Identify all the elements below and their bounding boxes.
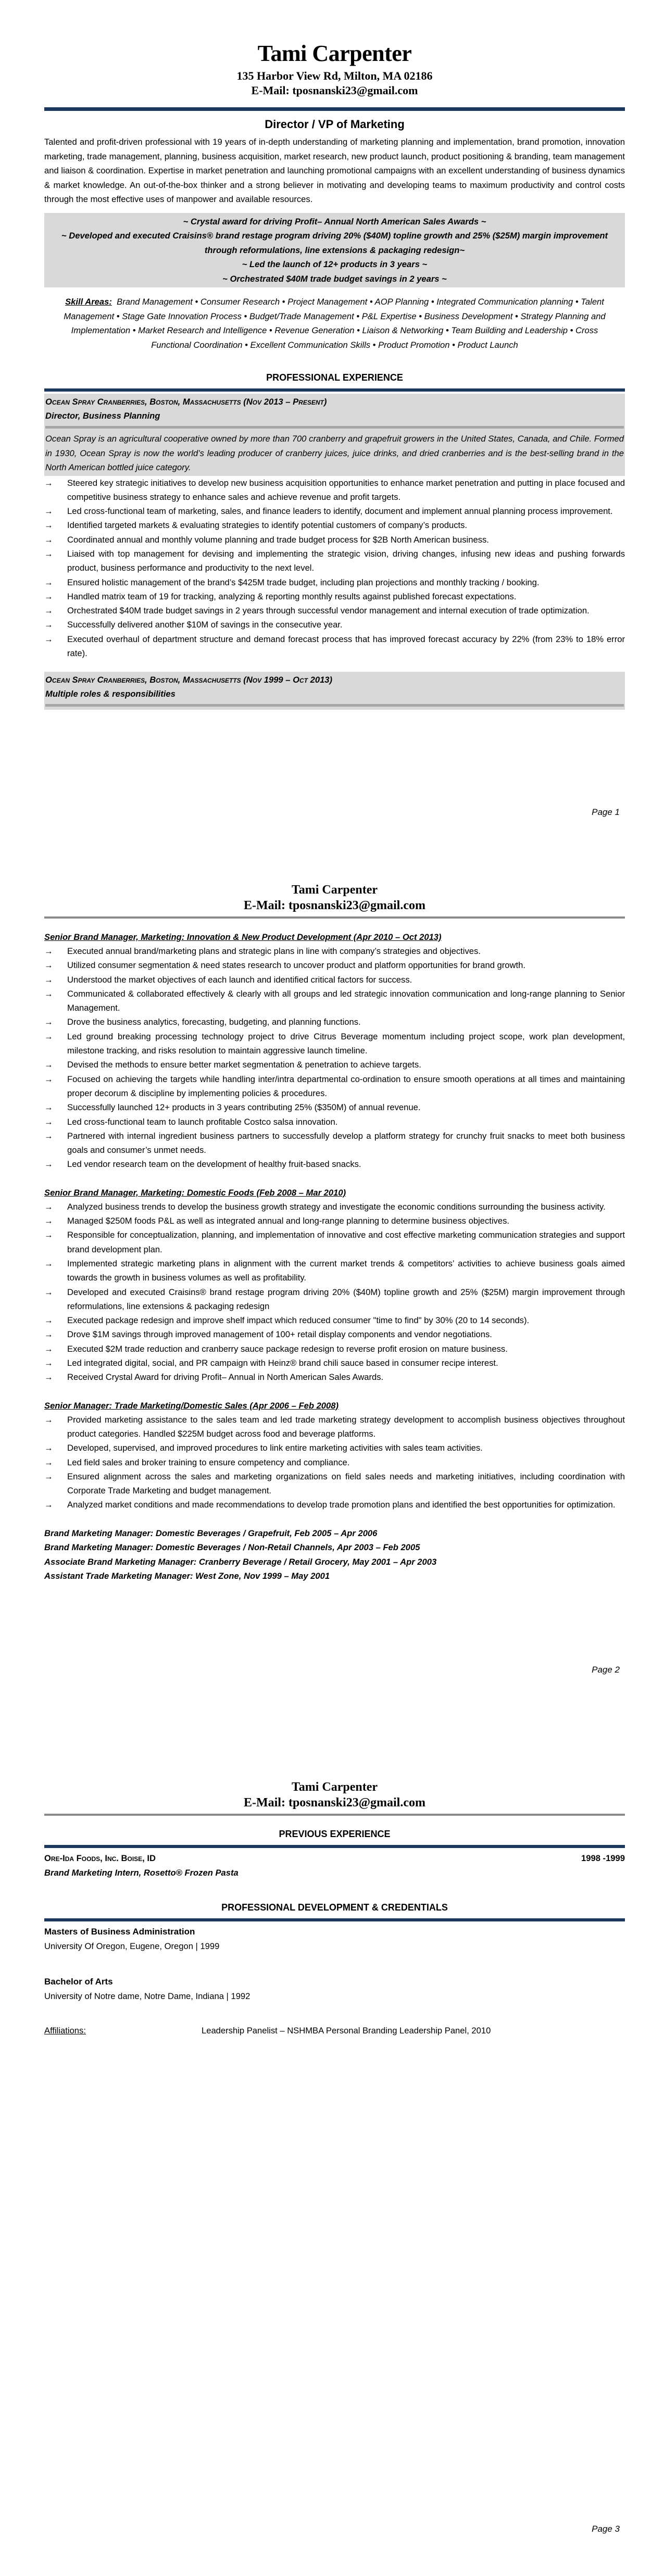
list-item: → Implemented strategic marketing plans in alignment with the current market trends & competitors’ activities to achieve business goals aimed towards the growth in business volumes as well as profitability. — [44, 1256, 625, 1285]
list-item: → Managed $250M foods P&L as well as integrated annual and long-range planning to determine business objectives. — [44, 1214, 625, 1228]
arrow-right-icon: → — [44, 1060, 53, 1070]
header-divider — [44, 1814, 625, 1816]
role-block — [44, 1186, 625, 1385]
company-name: Ore-Ida Foods, Inc. Boise, ID — [44, 1853, 156, 1863]
arrow-right-icon: → — [44, 634, 53, 644]
list-item: → Devised the methods to ensure better market segmentation & penetration to achieve targets. — [44, 1058, 625, 1072]
arrow-right-icon: → — [44, 1230, 53, 1240]
arrow-right-icon: → — [44, 1500, 53, 1510]
role-title: Senior Brand Manager, Marketing: Innovation & New Product Development (Apr 2010 – Oct 2013) — [44, 932, 442, 942]
section-heading-previous-experience: PREVIOUS EXPERIENCE — [279, 1829, 391, 1839]
list-item: → Liaised with top management for devising and implementing the strategic vision, driving changes, infusing new ideas and pushing forwards product, business performance and productivity to the next level. — [44, 547, 625, 575]
role-block — [44, 930, 625, 1172]
job1-bullets — [44, 476, 625, 661]
page-number: Page 3 — [592, 2524, 620, 2534]
arrow-right-icon: → — [44, 988, 53, 999]
list-item: → Steered key strategic initiatives to develop new business acquisition opportunities to enhance market penetration and putting in place focused and competitive business strategy to enhance sales and achieve revenue and profit targets. — [44, 476, 625, 505]
list-item: → Communicated & collaborated effectively & clearly with all groups and led strategic innovation communication and long-range planning to Senior Management. — [44, 987, 625, 1015]
arrow-right-icon: → — [44, 1329, 53, 1340]
list-item: → Orchestrated $40M trade budget savings in 2 years through successful vendor management and internal execution of trade optimization. — [44, 604, 625, 618]
arrow-right-icon: → — [44, 1258, 53, 1268]
job-header-divider — [45, 426, 624, 429]
arrow-right-icon: → — [44, 974, 53, 985]
section-divider — [44, 1918, 625, 1921]
arrow-right-icon: → — [44, 477, 53, 488]
candidate-email: E-Mail: tposnanski23@gmail.com — [243, 899, 425, 912]
role-bullets — [44, 1200, 625, 1385]
company-description: Ocean Spray is an agricultural cooperative owned by more than 700 cranberry and grapefruit growers in the United States, Canada, and Chile. Formed in 1930, Ocean Spray is now the world’s leading producer of cranberry juices, juice drinks, and dried cranberries and is the best-selling brand in the North American bottled juice category. — [45, 434, 624, 472]
arrow-right-icon: → — [44, 1414, 53, 1425]
degree-school: University Of Oregon, Eugene, Oregon | 1999 — [44, 1941, 220, 1951]
arrow-right-icon: → — [44, 960, 53, 971]
earlier-roles — [44, 1526, 625, 1584]
degree-name: Bachelor of Arts — [44, 1977, 113, 1987]
affiliations — [44, 2024, 625, 2038]
award-item: ~ Crystal award for driving Profit– Annual North American Sales Awards ~ — [183, 216, 486, 227]
candidate-name: Tami Carpenter — [291, 1780, 378, 1794]
page-number: Page 2 — [592, 1665, 620, 1675]
list-item: → Led integrated digital, social, and PR campaign with Heinz® brand chili sauce based in consumer recipe interest. — [44, 1356, 625, 1370]
arrow-right-icon: → — [44, 1130, 53, 1141]
list-item: → Led ground breaking processing technology project to drive Citrus Beverage momentum including project scope, work plan development, milestone tracking, and risks resolution to maintain aggressive launch timeline. — [44, 1029, 625, 1058]
skill-areas-list: Brand Management • Consumer Research • Project Management • AOP Planning • Integrated Communication planning • Talent Management • Stage Gate Innovation Process • Budget/Trade Management • P&L Expertise • Business Development • Strategy Planning and Implementation • Market Research and Intelligence • Revenue Generation • Liaison & Networking • Team Building and Leadership • Cross Functional Coordination • Excellent Communication Skills • Product Promotion • Product Launch — [64, 297, 606, 350]
role-bullets — [44, 944, 625, 1172]
list-item: → Led cross-functional team to launch profitable Costco salsa innovation. — [44, 1115, 625, 1129]
award-item: ~ Led the launch of 12+ products in 3 years ~ — [242, 259, 428, 269]
candidate-name: Tami Carpenter — [257, 41, 412, 66]
list-item: → Received Crystal Award for driving Profit– Annual in North American Sales Awards. — [44, 1370, 625, 1384]
arrow-right-icon: → — [44, 577, 53, 587]
skill-areas — [44, 295, 625, 352]
list-item: → Analyzed business trends to develop the business growth strategy and investigate the economic conditions surrounding the business activity. — [44, 1200, 625, 1214]
arrow-right-icon: → — [44, 1102, 53, 1113]
list-item: → Successfully launched 12+ products in 3 years contributing 25% ($350M) of annual revenue. — [44, 1100, 625, 1114]
list-item: → Ensured alignment across the sales and marketing organizations on field sales needs and marketing initiatives, including coordination with Corporate Trade Marketing and budget management. — [44, 1469, 625, 1498]
earlier-role-item: Brand Marketing Manager: Domestic Beverages / Non-Retail Channels, Apr 2003 – Feb 2005 — [44, 1542, 420, 1553]
earlier-role-item: Assistant Trade Marketing Manager: West Zone, Nov 1999 – May 2001 — [44, 1571, 330, 1581]
earlier-role-item: Brand Marketing Manager: Domestic Beverages / Grapefruit, Feb 2005 – Apr 2006 — [44, 1528, 378, 1538]
list-item: → Responsible for conceptualization, planning, and implementation of innovative and cost effective marketing communication strategies and support brand development plan. — [44, 1228, 625, 1256]
skill-areas-label: Skill Areas: — [65, 297, 112, 307]
job-title: Multiple roles & responsibilities — [45, 689, 176, 699]
job-header-previous-roles — [44, 672, 625, 710]
job-years: 1998 -1999 — [581, 1853, 625, 1863]
section-divider — [44, 1845, 625, 1848]
arrow-right-icon: → — [44, 1315, 53, 1326]
arrow-right-icon: → — [44, 591, 53, 601]
list-item: → Drove the business analytics, forecasting, budgeting, and planning functions. — [44, 1015, 625, 1029]
list-item: → Led cross-functional team of marketing, sales, and finance leaders to identify, document and implement annual planning process improvement. — [44, 504, 625, 518]
list-item: → Drove $1M savings through improved management of 100+ retail display components and vendor negotiations. — [44, 1327, 625, 1341]
arrow-right-icon: → — [44, 1159, 53, 1170]
list-item: → Developed, supervised, and improved procedures to link entire marketing activities with sales team activities. — [44, 1441, 625, 1455]
arrow-right-icon: → — [44, 1031, 53, 1041]
job-title: Director, Business Planning — [45, 411, 160, 421]
affiliations-text: Leadership Panelist – NSHMBA Personal Branding Leadership Panel, 2010 — [202, 2026, 491, 2035]
arrow-right-icon: → — [44, 1287, 53, 1297]
degree-school: University of Notre dame, Notre Dame, Indiana | 1992 — [44, 1991, 250, 2001]
list-item: → Executed overhaul of department structure and demand forecast process that has improved forecast accuracy by 22% (from 23% to 18% error rate). — [44, 632, 625, 661]
arrow-right-icon: → — [44, 1471, 53, 1481]
list-item: → Analyzed market conditions and made recommendations to develop trade promotion plans and identified the best opportunities for optimization. — [44, 1498, 625, 1512]
list-item: → Executed $2M trade reduction and cranberry sauce package redesign to reverse profit erosion on mature business. — [44, 1342, 625, 1356]
list-item: → Led field sales and broker training to ensure competency and compliance. — [44, 1455, 625, 1469]
list-item: → Developed and executed Craisins® brand restage program driving 20% ($40M) topline growth and 25% ($25M) margin improvement through reformulations, line extensions & packaging redesign — [44, 1285, 625, 1314]
section-divider — [44, 388, 625, 392]
list-item: → Handled matrix team of 19 for tracking, analyzing & reporting monthly results against published forecast expectations. — [44, 589, 625, 604]
section-heading-development: PROFESSIONAL DEVELOPMENT & CREDENTIALS — [221, 1902, 448, 1913]
headline: Director / VP of Marketing — [265, 118, 405, 131]
arrow-right-icon: → — [44, 1343, 53, 1354]
arrow-right-icon: → — [44, 1017, 53, 1027]
arrow-right-icon: → — [44, 1457, 53, 1467]
list-item: → Focused on achieving the targets while handling inter/intra departmental co-ordination to ensure smooth operations at all times and maintaining proper decorum & discipline by implementing policies & procedures. — [44, 1072, 625, 1101]
arrow-right-icon: → — [44, 1116, 53, 1127]
list-item: → Identified targeted markets & evaluating strategies to identify potential customers of company’s products. — [44, 518, 625, 532]
arrow-right-icon: → — [44, 506, 53, 517]
arrow-right-icon: → — [44, 606, 53, 616]
job-header-current — [44, 394, 625, 476]
education-item — [44, 1925, 625, 1954]
list-item: → Utilized consumer segmentation & need states research to uncover product and platform opportunities for brand growth. — [44, 958, 625, 972]
section-heading-professional-experience: PROFESSIONAL EXPERIENCE — [266, 372, 403, 383]
header-divider — [44, 916, 625, 919]
role-title: Senior Brand Manager, Marketing: Domestic Foods (Feb 2008 – Mar 2010) — [44, 1187, 346, 1198]
summary-paragraph: Talented and profit-driven professional with 19 years of in-depth understanding of marketing planning and implementation, brand promotion, innovation marketing, trade management, planning, business acquisition, market research, new product launch, product positioning & branding, team management and liaison & coordination. Expertise in market penetration and launching promotional campaigns with an excellent understanding of business dynamics & market knowledge. An out-of-the-box thinker and a strong believer in motivating and developing teams to maximum productivity and control costs through the most effective uses of manpower and available resources. — [44, 137, 625, 204]
list-item: → Executed annual brand/marketing plans and strategic plans in line with company’s strategies and objectives. — [44, 944, 625, 958]
arrow-right-icon: → — [44, 1201, 53, 1212]
page-number: Page 1 — [592, 807, 620, 817]
role-bullets — [44, 1413, 625, 1512]
job-title: Brand Marketing Intern, Rosetto® Frozen Pasta — [44, 1868, 239, 1878]
arrow-right-icon: → — [44, 946, 53, 956]
awards-box — [44, 213, 625, 288]
role-title: Senior Manager: Trade Marketing/Domestic Sales (Apr 2006 – Feb 2008) — [44, 1400, 339, 1411]
arrow-right-icon: → — [44, 1358, 53, 1368]
list-item: → Coordinated annual and monthly volume planning and trade budget process for $2B North American business. — [44, 533, 625, 547]
company-name: Ocean Spray Cranberries, Boston, Massachusetts (Nov 2013 – Present) — [45, 397, 327, 407]
arrow-right-icon: → — [44, 1443, 53, 1453]
arrow-right-icon: → — [44, 534, 53, 545]
education-item — [44, 1975, 625, 2004]
list-item: → Understood the market objectives of each launch and identified critical factors for success. — [44, 973, 625, 987]
candidate-address: 135 Harbor View Rd, Milton, MA 02186 — [236, 69, 433, 82]
job-header-divider — [45, 704, 624, 707]
arrow-right-icon: → — [44, 548, 53, 559]
award-item: ~ Developed and executed Craisins® brand restage program driving 20% ($40M) topline growth and 25% ($25M) margin improvement through reformulations, line extensions & packaging redesign~ — [61, 231, 608, 255]
arrow-right-icon: → — [44, 1074, 53, 1084]
arrow-right-icon: → — [44, 1216, 53, 1226]
previous-job-header — [44, 1851, 625, 1866]
candidate-name: Tami Carpenter — [291, 883, 378, 897]
earlier-role-item: Associate Brand Marketing Manager: Cranberry Beverage / Retail Grocery, May 2001 – Apr 2003 — [44, 1556, 437, 1567]
candidate-email: E-Mail: tposnanski23@gmail.com — [251, 84, 418, 97]
role-block — [44, 1399, 625, 1512]
arrow-right-icon: → — [44, 620, 53, 630]
candidate-email: E-Mail: tposnanski23@gmail.com — [243, 1796, 425, 1810]
company-name: Ocean Spray Cranberries, Boston, Massachusetts (Nov 1999 – Oct 2013) — [45, 675, 333, 685]
arrow-right-icon: → — [44, 1372, 53, 1383]
award-item: ~ Orchestrated $40M trade budget savings in 2 years ~ — [222, 273, 447, 284]
list-item: → Executed package redesign and improve shelf impact which reduced consumer "time to find" by 30% (20 to 14 seconds). — [44, 1313, 625, 1327]
affiliations-label: Affiliations: — [44, 2026, 86, 2035]
header-divider — [44, 107, 625, 111]
degree-name: Masters of Business Administration — [44, 1927, 195, 1937]
list-item: → Ensured holistic management of the brand’s $425M trade budget, including plan projections and monthly tracking / booking. — [44, 575, 625, 589]
arrow-right-icon: → — [44, 520, 53, 531]
list-item: → Successfully delivered another $10M of savings in the consecutive year. — [44, 618, 625, 632]
list-item: → Partnered with internal ingredient business partners to successfully develop a platform strategy for crunchy fruit snacks to meet both business goals and consumer’s unmet needs. — [44, 1129, 625, 1158]
list-item: → Led vendor research team on the development of healthy fruit-based snacks. — [44, 1157, 625, 1171]
list-item: → Provided marketing assistance to the sales team and led trade marketing strategy development to accomplish business objectives throughout product categories. Handled $225M budget across food and beverage platforms. — [44, 1413, 625, 1441]
